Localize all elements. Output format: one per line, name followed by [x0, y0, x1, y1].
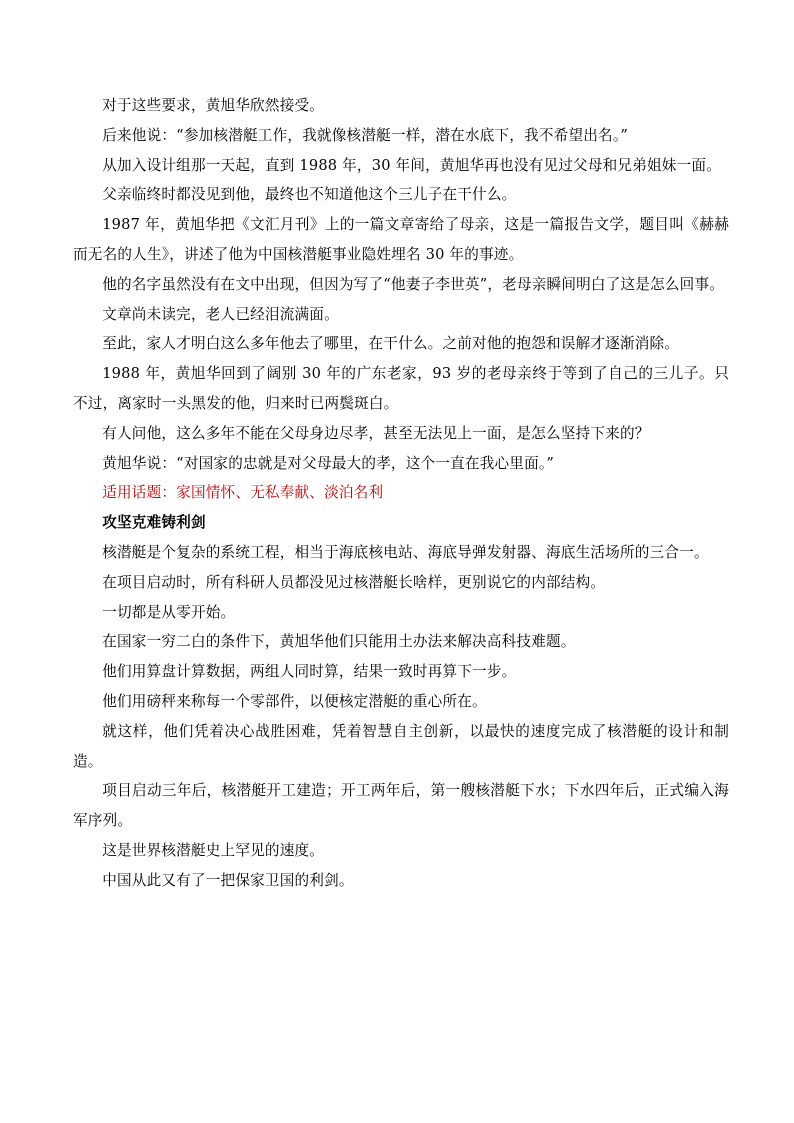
paragraph: 1988 年，黄旭华回到了阔别 30 年的广东老家，93 岁的老母亲终于等到了自己的三儿子。只不过，离家时一头黑发的他，归来时已两鬓斑白。 — [73, 365, 729, 412]
paragraph: 项目启动三年后，核潜艇开工建造；开工两年后，第一艘核潜艇下水；下水四年后，正式编入海军序列。 — [73, 782, 729, 830]
paragraph: 他们用磅秤来称每一个零部件，以便核定潜艇的重心所在。 — [102, 692, 487, 710]
paragraph: 中国从此又有了一把保家卫国的利剑。 — [102, 871, 354, 889]
paragraph: 在项目启动时，所有科研人员都没见过核潜艇长啥样，更别说它的内部结构。 — [102, 573, 606, 591]
paragraph: 从加入设计组那一天起，直到 1988 年，30 年间，黄旭华再也没有见过父母和兄弟姐妹一面。 — [102, 156, 721, 174]
paragraph: 文章尚未读完，老人已经泪流满面。 — [102, 305, 339, 323]
paragraph: 核潜艇是个复杂的系统工程，相当于海底核电站、海底导弹发射器、海底生活场所的三合一。 — [102, 543, 709, 561]
paragraph: 1987 年，黄旭华把《文汇月刊》上的一篇文章寄给了母亲，这是一篇报告文学，题目叫《赫赫而无名的人生》，讲述了他为中国核潜艇事业隐姓埋名 30 年的事迹。 — [73, 216, 729, 263]
section-heading: 攻坚克难铸利剑 — [102, 514, 206, 532]
document-body — [73, 91, 729, 896]
paragraph: 对于这些要求，黄旭华欣然接受。 — [102, 97, 325, 114]
paragraph: 这是世界核潜艇史上罕见的速度。 — [102, 841, 325, 859]
paragraph: 他们用算盘计算数据，两组人同时算，结果一致时再算下一步。 — [102, 663, 517, 681]
paragraph: 就这样，他们凭着决心战胜困难，凭着智慧自主创新，以最快的速度完成了核潜艇的设计和制造。 — [73, 722, 729, 770]
paragraph: 在国家一穷二白的条件下，黄旭华他们只能用土办法来解决高科技难题。 — [102, 633, 576, 651]
paragraph: 后来他说：“参加核潜艇工作，我就像核潜艇一样，潜在水底下，我不希望出名。” — [102, 126, 628, 144]
paragraph: 父亲临终时都没见到他，最终也不知道他这个三儿子在干什么。 — [102, 186, 517, 204]
paragraph: 他的名字虽然没有在文中出现，但因为写了“他妻子李世英”，老母亲瞬间明白了这是怎么回事。 — [102, 275, 725, 293]
paragraph: 有人问他，这么多年不能在父母身边尽孝，甚至无法见上一面，是怎么坚持下来的？ — [102, 424, 650, 442]
paragraph: 至此，家人才明白这么多年他去了哪里，在干什么。之前对他的抱怨和误解才逐渐消除。 — [102, 335, 680, 353]
paragraph: 一切都是从零开始。 — [102, 603, 236, 621]
topic-line: 适用话题：家国情怀、无私奉献、淡泊名利 — [102, 484, 384, 502]
paragraph: 黄旭华说：“对国家的忠就是对父母最大的孝，这个一直在我心里面。” — [102, 454, 555, 472]
